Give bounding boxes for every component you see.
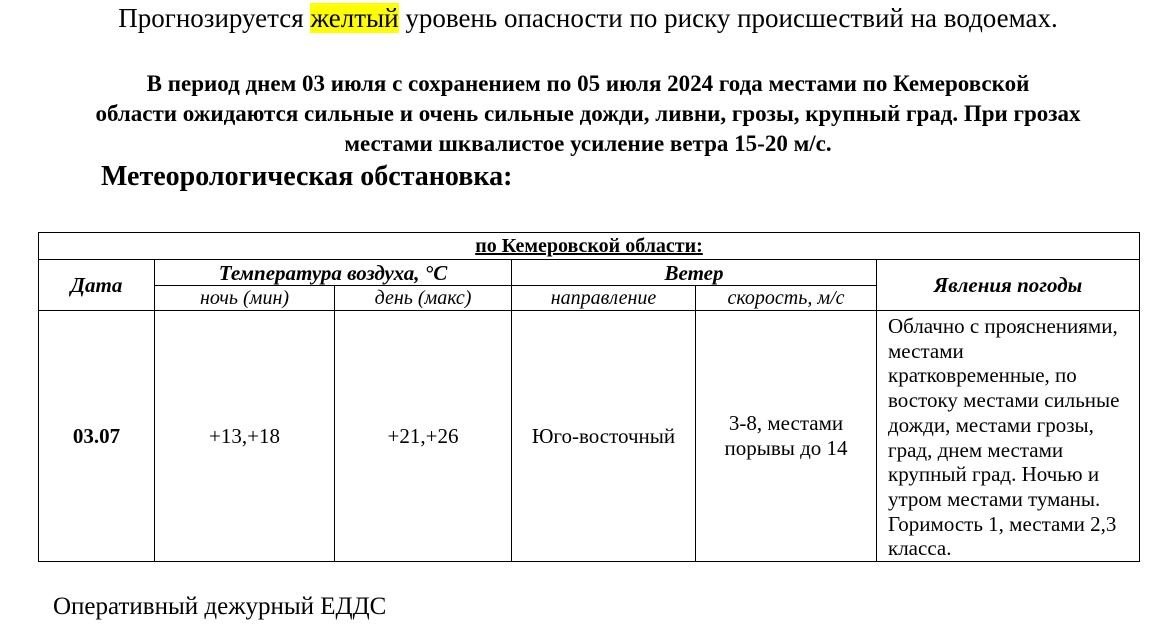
col-header-day: день (макс): [335, 286, 512, 311]
wind-speed-line-2: порывы до 14: [724, 436, 848, 461]
warning-line-3: местами шквалистое усиление ветра 15-20 м/с.: [344, 131, 832, 156]
phenomena-line: Горимость 1, местами 2,3: [888, 511, 1117, 536]
phenomena-line: местами: [888, 338, 964, 363]
cell-date: 03.07: [39, 311, 155, 562]
cell-phenomena: [877, 311, 1140, 562]
duty-officer-signature: Оперативный дежурный ЕДДС: [53, 593, 387, 620]
meteo-section-title: Метеорологическая обстановка:: [101, 161, 513, 192]
warning-line-1: В период днем 03 июля с сохранением по 05 июля 2024 года местами по Кемеровской: [146, 71, 1030, 96]
col-header-speed: скорость, м/с: [696, 286, 877, 311]
phenomena-line: утром местами туманы.: [888, 486, 1101, 511]
phenomena-line: востоку местами сильные: [888, 388, 1120, 413]
danger-text-before: Прогнозируется: [118, 3, 311, 33]
cell-day-temp: +21,+26: [335, 311, 512, 562]
danger-text-after: уровень опасности по риску происшествий на водоемах.: [398, 3, 1058, 33]
danger-level-line: [0, 2, 1156, 34]
phenomena-line: град, днем местами: [888, 437, 1064, 462]
col-header-date: Дата: [39, 260, 155, 311]
storm-warning: [0, 69, 1156, 159]
danger-level-highlight: желтый: [310, 3, 399, 33]
phenomena-line: кратковременные, по: [888, 363, 1077, 388]
phenomena-line: крупный град. Ночью и: [888, 462, 1100, 487]
table-row: [39, 311, 1140, 562]
cell-wind-direction: Юго-восточный: [512, 311, 696, 562]
col-header-direction: направление: [512, 286, 696, 311]
cell-wind-speed: [696, 311, 877, 562]
phenomena-line: класса.: [888, 536, 952, 561]
col-header-wind: Ветер: [512, 260, 877, 286]
phenomena-line: дожди, местами грозы,: [888, 412, 1094, 437]
warning-line-2: области ожидаются сильные и очень сильные дожди, ливни, грозы, крупный град. При грозах: [95, 101, 1081, 126]
phenomena-line: Облачно с прояснениями,: [888, 314, 1118, 338]
col-header-phenomena: Явления погоды: [877, 260, 1140, 311]
col-header-night: ночь (мин): [155, 286, 335, 311]
wind-speed-line-1: 3-8, местами: [728, 411, 844, 436]
col-header-temperature: Температура воздуха, °С: [155, 260, 512, 286]
region-title: по Кемеровской области:: [39, 233, 1140, 260]
cell-night-temp: +13,+18: [155, 311, 335, 562]
forecast-table: [38, 232, 1140, 562]
